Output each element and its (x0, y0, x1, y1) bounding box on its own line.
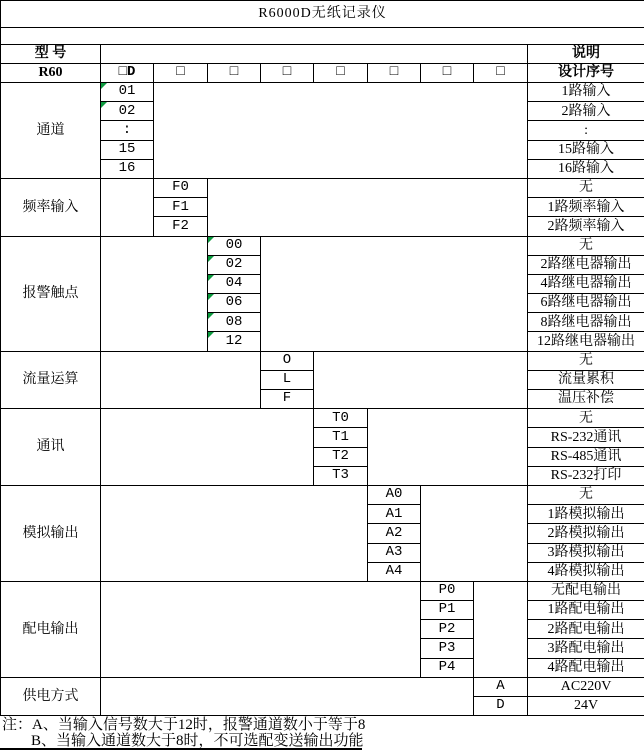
merged-empty-cell (421, 485, 528, 581)
section-label: 模拟输出 (1, 485, 101, 581)
section-label: 供电方式 (1, 677, 101, 715)
code-cell: 15 (101, 140, 154, 159)
merged-empty-cell (101, 178, 154, 236)
merged-empty-cell (101, 581, 421, 677)
code-cell: A3 (368, 543, 421, 562)
green-corner-flag-icon (208, 294, 214, 300)
code-cell: T2 (314, 447, 368, 466)
model-code: R60 (1, 64, 101, 83)
spec-row (1, 409, 644, 428)
green-corner-flag-icon (208, 313, 214, 319)
desc-cell: 2路输入 (528, 102, 644, 121)
header-row-model (1, 45, 644, 64)
code-cell: 08 (208, 313, 261, 332)
code-placeholder: □D (101, 64, 154, 83)
desc-cell: 无配电输出 (528, 581, 644, 600)
green-corner-flag-icon (208, 237, 214, 243)
green-corner-flag-icon (101, 83, 107, 89)
desc-cell: 4路模拟输出 (528, 562, 644, 581)
spec-row (1, 351, 644, 370)
code-cell: L (261, 370, 314, 389)
spacer-cell (1, 28, 644, 45)
section-label: 配电输出 (1, 581, 101, 677)
section-label: 通道 (1, 83, 101, 179)
footnotes (0, 717, 644, 749)
merged-empty-cell (368, 409, 528, 486)
green-corner-flag-icon (208, 275, 214, 281)
code-cell: 02 (101, 102, 154, 121)
code-cell: F (261, 390, 314, 409)
code-cell: 01 (101, 83, 154, 102)
code-cell: F1 (154, 198, 208, 217)
code-placeholder: □ (261, 64, 314, 83)
description-header: 说明 (528, 45, 644, 64)
code-placeholder: □ (368, 64, 421, 83)
desc-cell: 无 (528, 485, 644, 504)
desc-cell: 无 (528, 351, 644, 370)
code-cell: 02 (208, 255, 261, 274)
desc-cell: 温压补偿 (528, 390, 644, 409)
code-placeholder: □ (314, 64, 368, 83)
desc-cell: 1路模拟输出 (528, 505, 644, 524)
desc-cell: 15路输入 (528, 140, 644, 159)
code-cell: A4 (368, 562, 421, 581)
code-cell: D (474, 697, 528, 716)
section-label: 频率输入 (1, 178, 101, 236)
code-cell: T3 (314, 466, 368, 485)
header-empty-cell (101, 45, 528, 64)
code-cell: 12 (208, 332, 261, 351)
green-corner-flag-icon (101, 102, 107, 108)
code-placeholder: □ (208, 64, 261, 83)
spec-row (1, 485, 644, 504)
desc-cell: 无 (528, 236, 644, 255)
code-cell: 04 (208, 274, 261, 293)
header-row-codes (1, 64, 644, 83)
merged-empty-cell (101, 236, 208, 351)
footnote-a: 注：A、当输入信号数大于12时，报警通道数小于等于8 (2, 717, 366, 733)
code-cell: P3 (421, 639, 474, 658)
code-cell: P4 (421, 658, 474, 677)
code-cell: : (101, 121, 154, 140)
merged-empty-cell (208, 178, 528, 236)
green-corner-flag-icon (208, 332, 214, 338)
desc-cell: : (528, 121, 644, 140)
section-label: 报警触点 (1, 236, 101, 351)
code-cell: O (261, 351, 314, 370)
code-cell: F2 (154, 217, 208, 236)
merged-empty-cell (101, 485, 368, 581)
merged-empty-cell (101, 409, 314, 486)
spec-row (1, 178, 644, 197)
serial-header: 设计序号 (528, 64, 644, 83)
desc-cell: 4路配电输出 (528, 658, 644, 677)
merged-empty-cell (154, 83, 528, 179)
page-title: R6000D无纸记录仪 (1, 1, 644, 28)
desc-cell: 12路继电器输出 (528, 332, 644, 351)
desc-cell: 16路输入 (528, 159, 644, 178)
desc-cell: AC220V (528, 677, 644, 696)
desc-cell: 2路频率输入 (528, 217, 644, 236)
desc-cell: 无 (528, 409, 644, 428)
merged-empty-cell (101, 351, 261, 409)
merged-empty-cell (261, 236, 528, 351)
section-label: 流量运算 (1, 351, 101, 409)
code-cell: A1 (368, 505, 421, 524)
desc-cell: 1路配电输出 (528, 601, 644, 620)
code-placeholder: □ (474, 64, 528, 83)
code-cell: T0 (314, 409, 368, 428)
spec-row (1, 83, 644, 102)
code-placeholder: □ (154, 64, 208, 83)
desc-cell: 2路模拟输出 (528, 524, 644, 543)
section-label: 通讯 (1, 409, 101, 486)
code-cell: P0 (421, 581, 474, 600)
merged-empty-cell (474, 581, 528, 677)
desc-cell: 4路继电器输出 (528, 274, 644, 293)
desc-cell: 24V (528, 697, 644, 716)
desc-cell: 6路继电器输出 (528, 294, 644, 313)
code-cell: 06 (208, 294, 261, 313)
merged-empty-cell (314, 351, 528, 409)
spec-row (1, 236, 644, 255)
code-cell: A0 (368, 485, 421, 504)
code-cell: P2 (421, 620, 474, 639)
code-cell: A (474, 677, 528, 696)
footnote-b: B、当输入通道数大于8时，不可选配变送输出功能 (31, 733, 364, 749)
desc-cell: 8路继电器输出 (528, 313, 644, 332)
merged-empty-cell (101, 677, 474, 715)
desc-cell: RS-485通讯 (528, 447, 644, 466)
code-placeholder: □ (421, 64, 474, 83)
desc-cell: 3路模拟输出 (528, 543, 644, 562)
desc-cell: 3路配电输出 (528, 639, 644, 658)
code-cell: A2 (368, 524, 421, 543)
code-cell: 00 (208, 236, 261, 255)
code-cell: F0 (154, 178, 208, 197)
desc-cell: 1路频率输入 (528, 198, 644, 217)
desc-cell: 流量累积 (528, 370, 644, 389)
spec-row (1, 581, 644, 600)
code-cell: 16 (101, 159, 154, 178)
desc-cell: 2路配电输出 (528, 620, 644, 639)
code-cell: T1 (314, 428, 368, 447)
desc-cell: 1路输入 (528, 83, 644, 102)
code-cell: P1 (421, 601, 474, 620)
title-row (1, 1, 644, 28)
desc-cell: RS-232通讯 (528, 428, 644, 447)
model-label: 型 号 (1, 45, 101, 64)
spec-row (1, 677, 644, 696)
desc-cell: 无 (528, 178, 644, 197)
green-corner-flag-icon (208, 256, 214, 262)
desc-cell: 2路继电器输出 (528, 255, 644, 274)
desc-cell: RS-232打印 (528, 466, 644, 485)
spacer-row (1, 28, 644, 45)
